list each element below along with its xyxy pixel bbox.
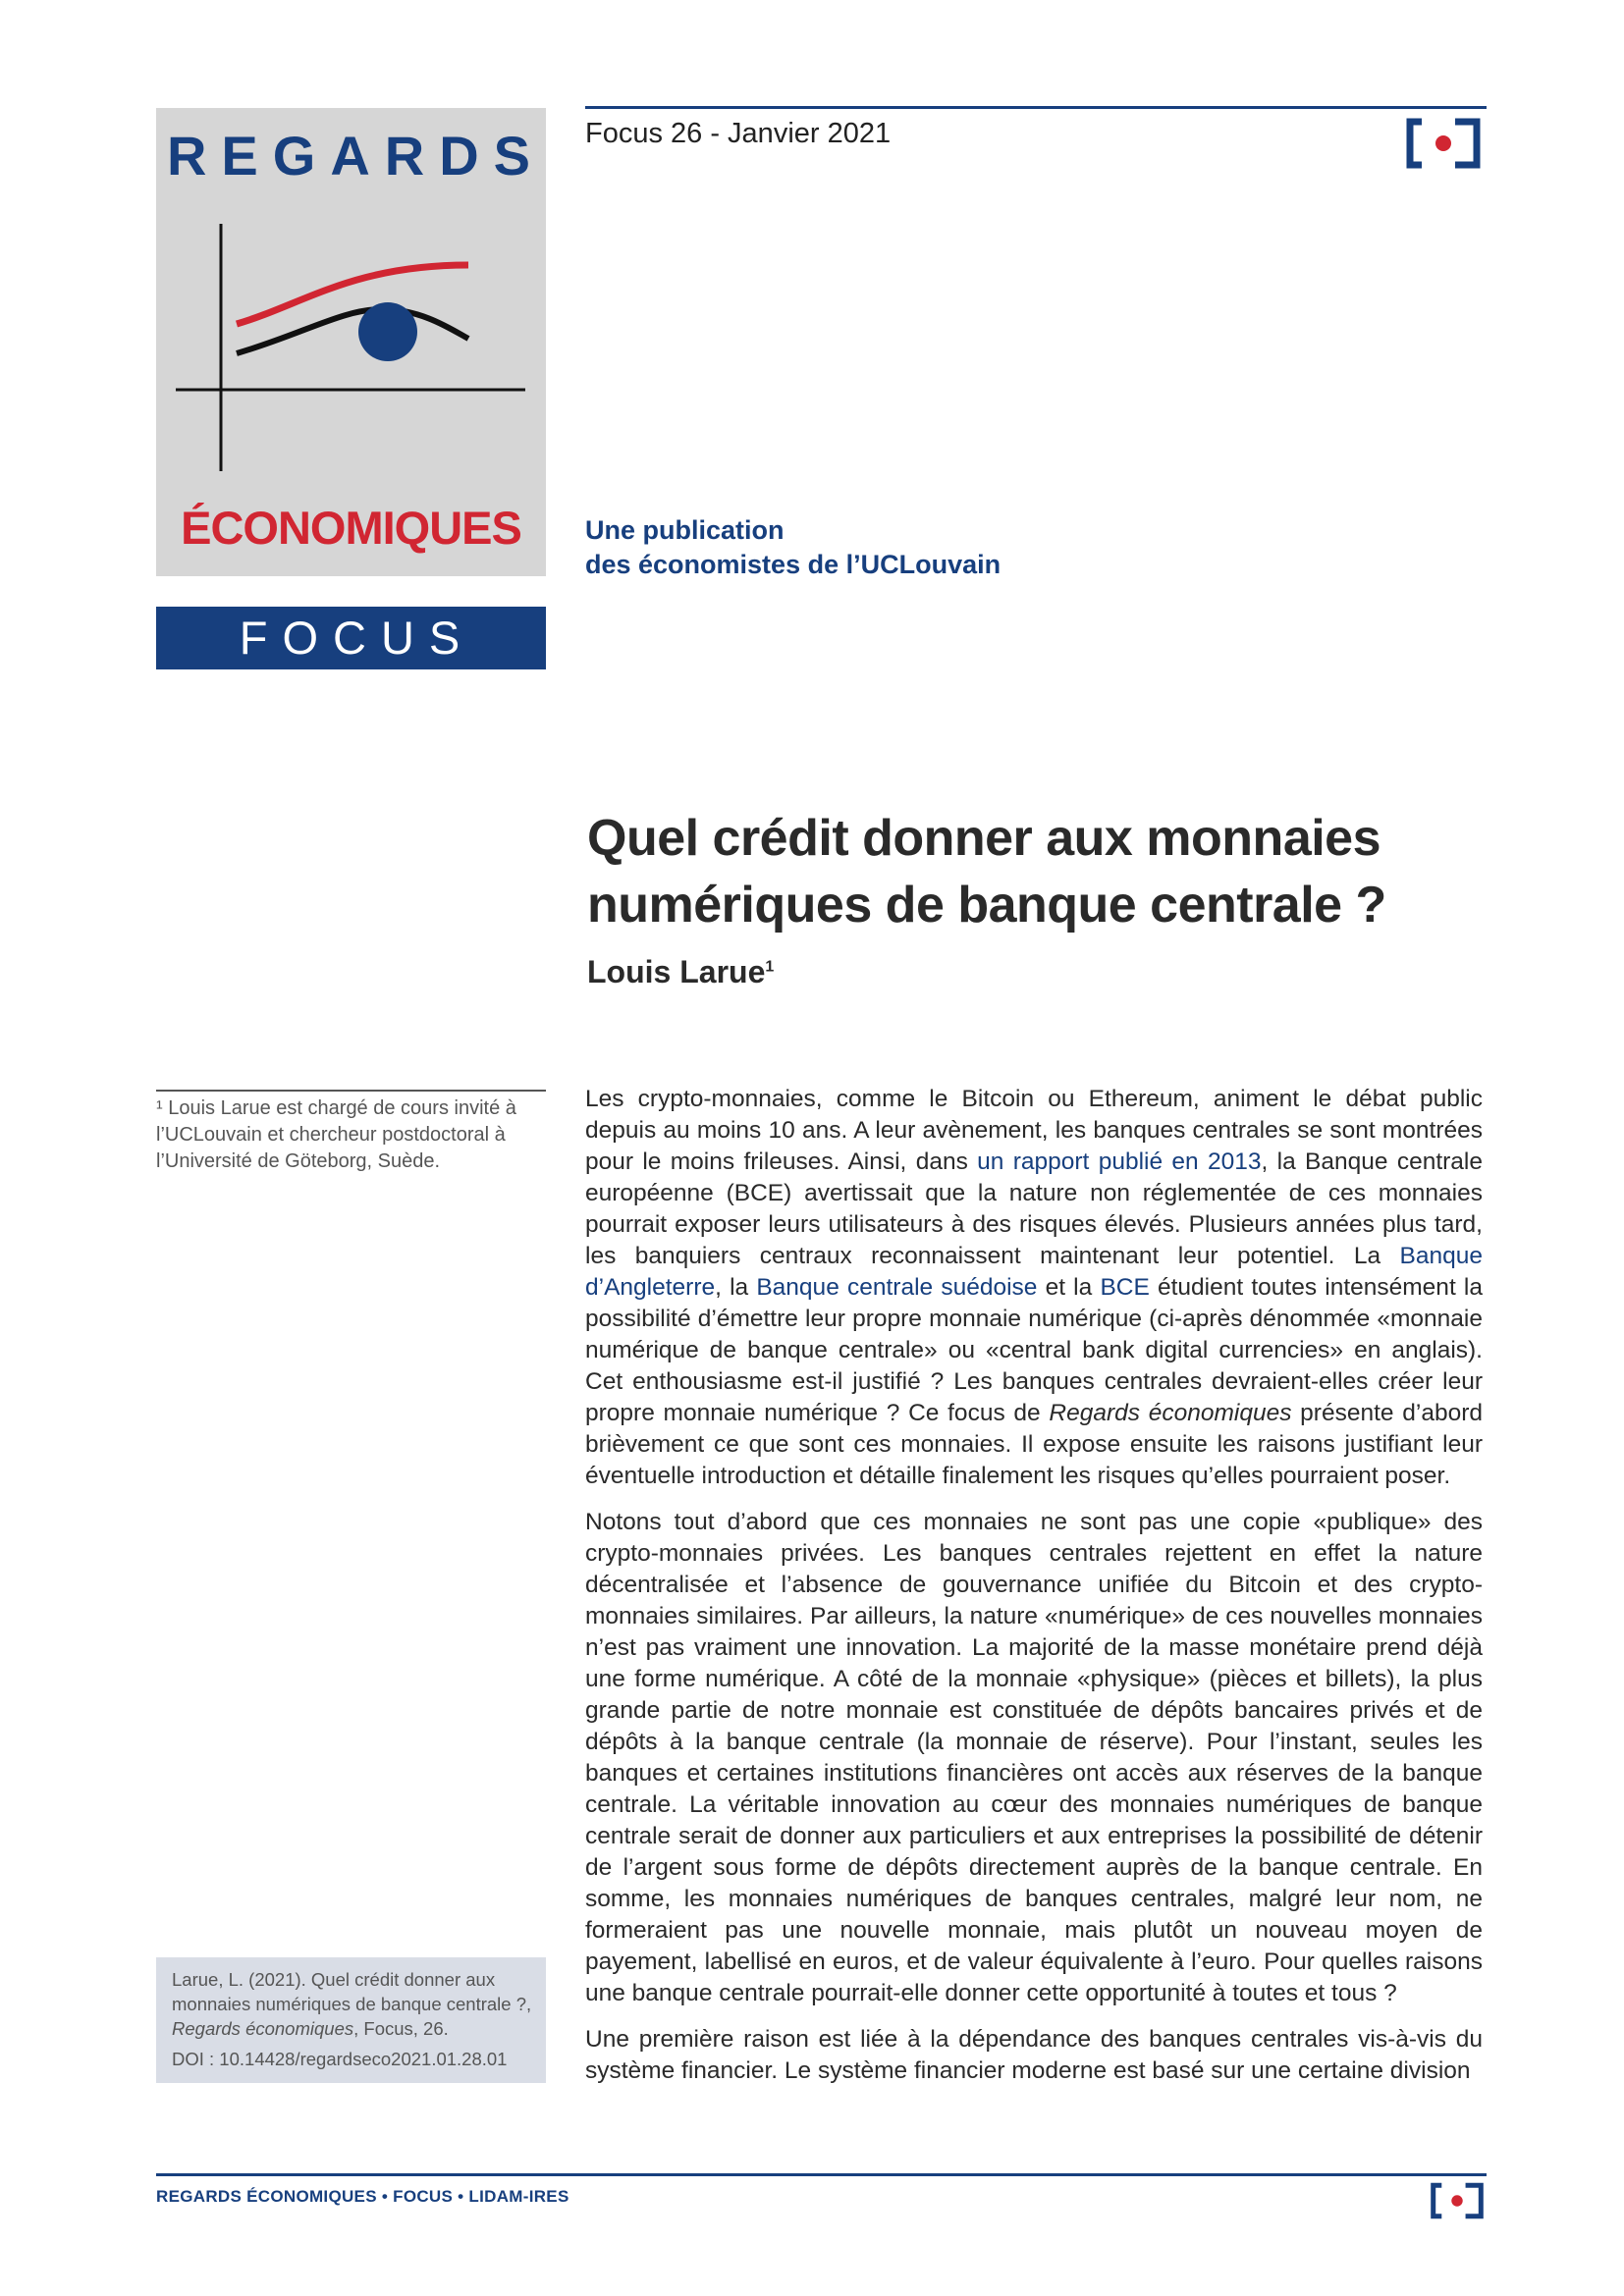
body-text: Les crypto-monnaies, comme le Bitcoin ou Ethereum, animent le débat public depuis au moins 10 ans. A leur avènement, les banques centrales se sont montrées pour le moins frileuses. Ainsi, dans [585,1086,1483,1175]
title-line-2: numériques de banque centrale ? [587,877,1386,934]
footer-rule [156,2173,1487,2176]
body-paragraph-1 [585,1084,1483,1492]
body-text: , la [715,1274,757,1301]
logo-focus-banner: FOCUS [156,607,546,669]
journal-logo [156,108,546,576]
author-text: Louis Larue [587,954,766,989]
article-body [585,1084,1483,2102]
citation-journal-line [172,2016,535,2041]
logo-regards-text: REGARDS [166,125,546,187]
link-rapport-2013[interactable]: un rapport publié en 2013 [977,1148,1262,1175]
issue-label: Focus 26 - Janvier 2021 [585,118,892,149]
citation-text [172,1967,535,2071]
footnote-rule [156,1090,546,1092]
body-paragraph-2: Notons tout d’abord que ces monnaies ne sont pas une copie «publique» des crypto-monnaies privées. Les banques centrales rejettent en effet la nature décentralisée et l’absence de gouvernance unifiée du Bitcoin et des crypto-monnaies similaires. Par ailleurs, la nature «numérique» de ces nouvelles monnaies n’est pas vraiment une innovation. La majorité de la masse monétaire prend déjà une forme numérique. A côté de la monnaie «physique» (pièces et billets), la plus grande partie de notre monnaie est constituée de dépôts bancaires privés et de dépôts à la banque centrale (la monnaie de réserve). Pour l’instant, seules les banques et certaines institutions financières ont accès aux réserves de la banque centrale. La véritable innovation au cœur des monnaies numériques de banque centrale serait de donner aux particuliers et aux entreprises la possibilité de détenir de l’argent sous forme de dépôts directement auprès de la banque centrale. En somme, les monnaies numériques de banques centrales, malgré leur nom, ne formeraient pas une nouvelle monnaie, mais plutôt un nouveau moyen de payement, labellisé en euros, et de valeur équivalente à l’euro. Pour quelles raisons une banque centrale pourrait-elle donner cette opportunité à toutes et tous ? [585,1509,1483,2006]
article-title [587,805,1530,938]
link-banque-angleterre[interactable]: Banque d’Angleterre [585,1243,1483,1301]
footer-text: REGARDS ÉCONOMIQUES • FOCUS • LIDAM-IRES [156,2187,569,2206]
uclouvain-bracket-icon [1404,116,1483,171]
body-text: étudient toutes intensément la possibilité d’émettre leur propre monnaie numérique (ci-après dénommée «monnaie numérique de banque centrale» ou «central bank digital currencies» en anglais). Cet enthousiasme est-il justifié ? Les banques centrales devraient-elles créer leur propre monnaie numérique ? Ce focus de [585,1274,1483,1426]
publication-tagline [585,513,1001,582]
journal-name: Regards économiques [1049,1400,1292,1426]
body-text: , la Banque centrale européenne (BCE) avertissait que la nature non réglementée de ces monnaies pourrait exposer leurs utilisateurs à des risques élevés. Plusieurs années plus tard, les banquiers centraux reconnaissent maintenant leur potentiel. La [585,1148,1483,1269]
logo-curve-icon [156,216,546,471]
author-footnote-mark: 1 [765,958,775,976]
author-name [587,954,774,990]
header-rule [585,106,1487,109]
citation-doi: DOI : 10.14428/regardseco2021.01.28.01 [172,2049,508,2069]
body-text: et la [1037,1274,1101,1301]
citation-line-1: Larue, L. (2021). Quel crédit donner aux monnaies numériques de banque centrale ?, [172,1969,532,2014]
uclouvain-bracket-small-icon [1429,2181,1486,2220]
link-banque-suedoise[interactable]: Banque centrale suédoise [756,1274,1038,1301]
logo-economiques-text: ÉCONOMIQUES [181,502,521,554]
publication-line-2: des économistes de l’UCLouvain [585,550,1001,579]
title-line-1: Quel crédit donner aux monnaies [587,810,1381,867]
citation-rest: , Focus, 26. [353,2018,449,2039]
body-paragraph-3: Une première raison est liée à la dépendance des banques centrales vis-à-vis du système financier. Le système financier moderne est basé sur une certaine division [585,2026,1483,2084]
body-text: présente d’abord brièvement ce que sont ces monnaies. Il expose ensuite les raisons justifiant leur éventuelle introduction et détaille finalement les risques qu’elles pourraient poser. [585,1400,1483,1489]
publication-line-1: Une publication [585,515,785,545]
author-footnote: ¹ Louis Larue est chargé de cours invité à l’UCLouvain et chercheur postdoctoral à l’Université de Göteborg, Suède. [156,1097,516,1172]
link-bce[interactable]: BCE [1100,1274,1150,1301]
citation-journal: Regards économiques [172,2018,354,2039]
